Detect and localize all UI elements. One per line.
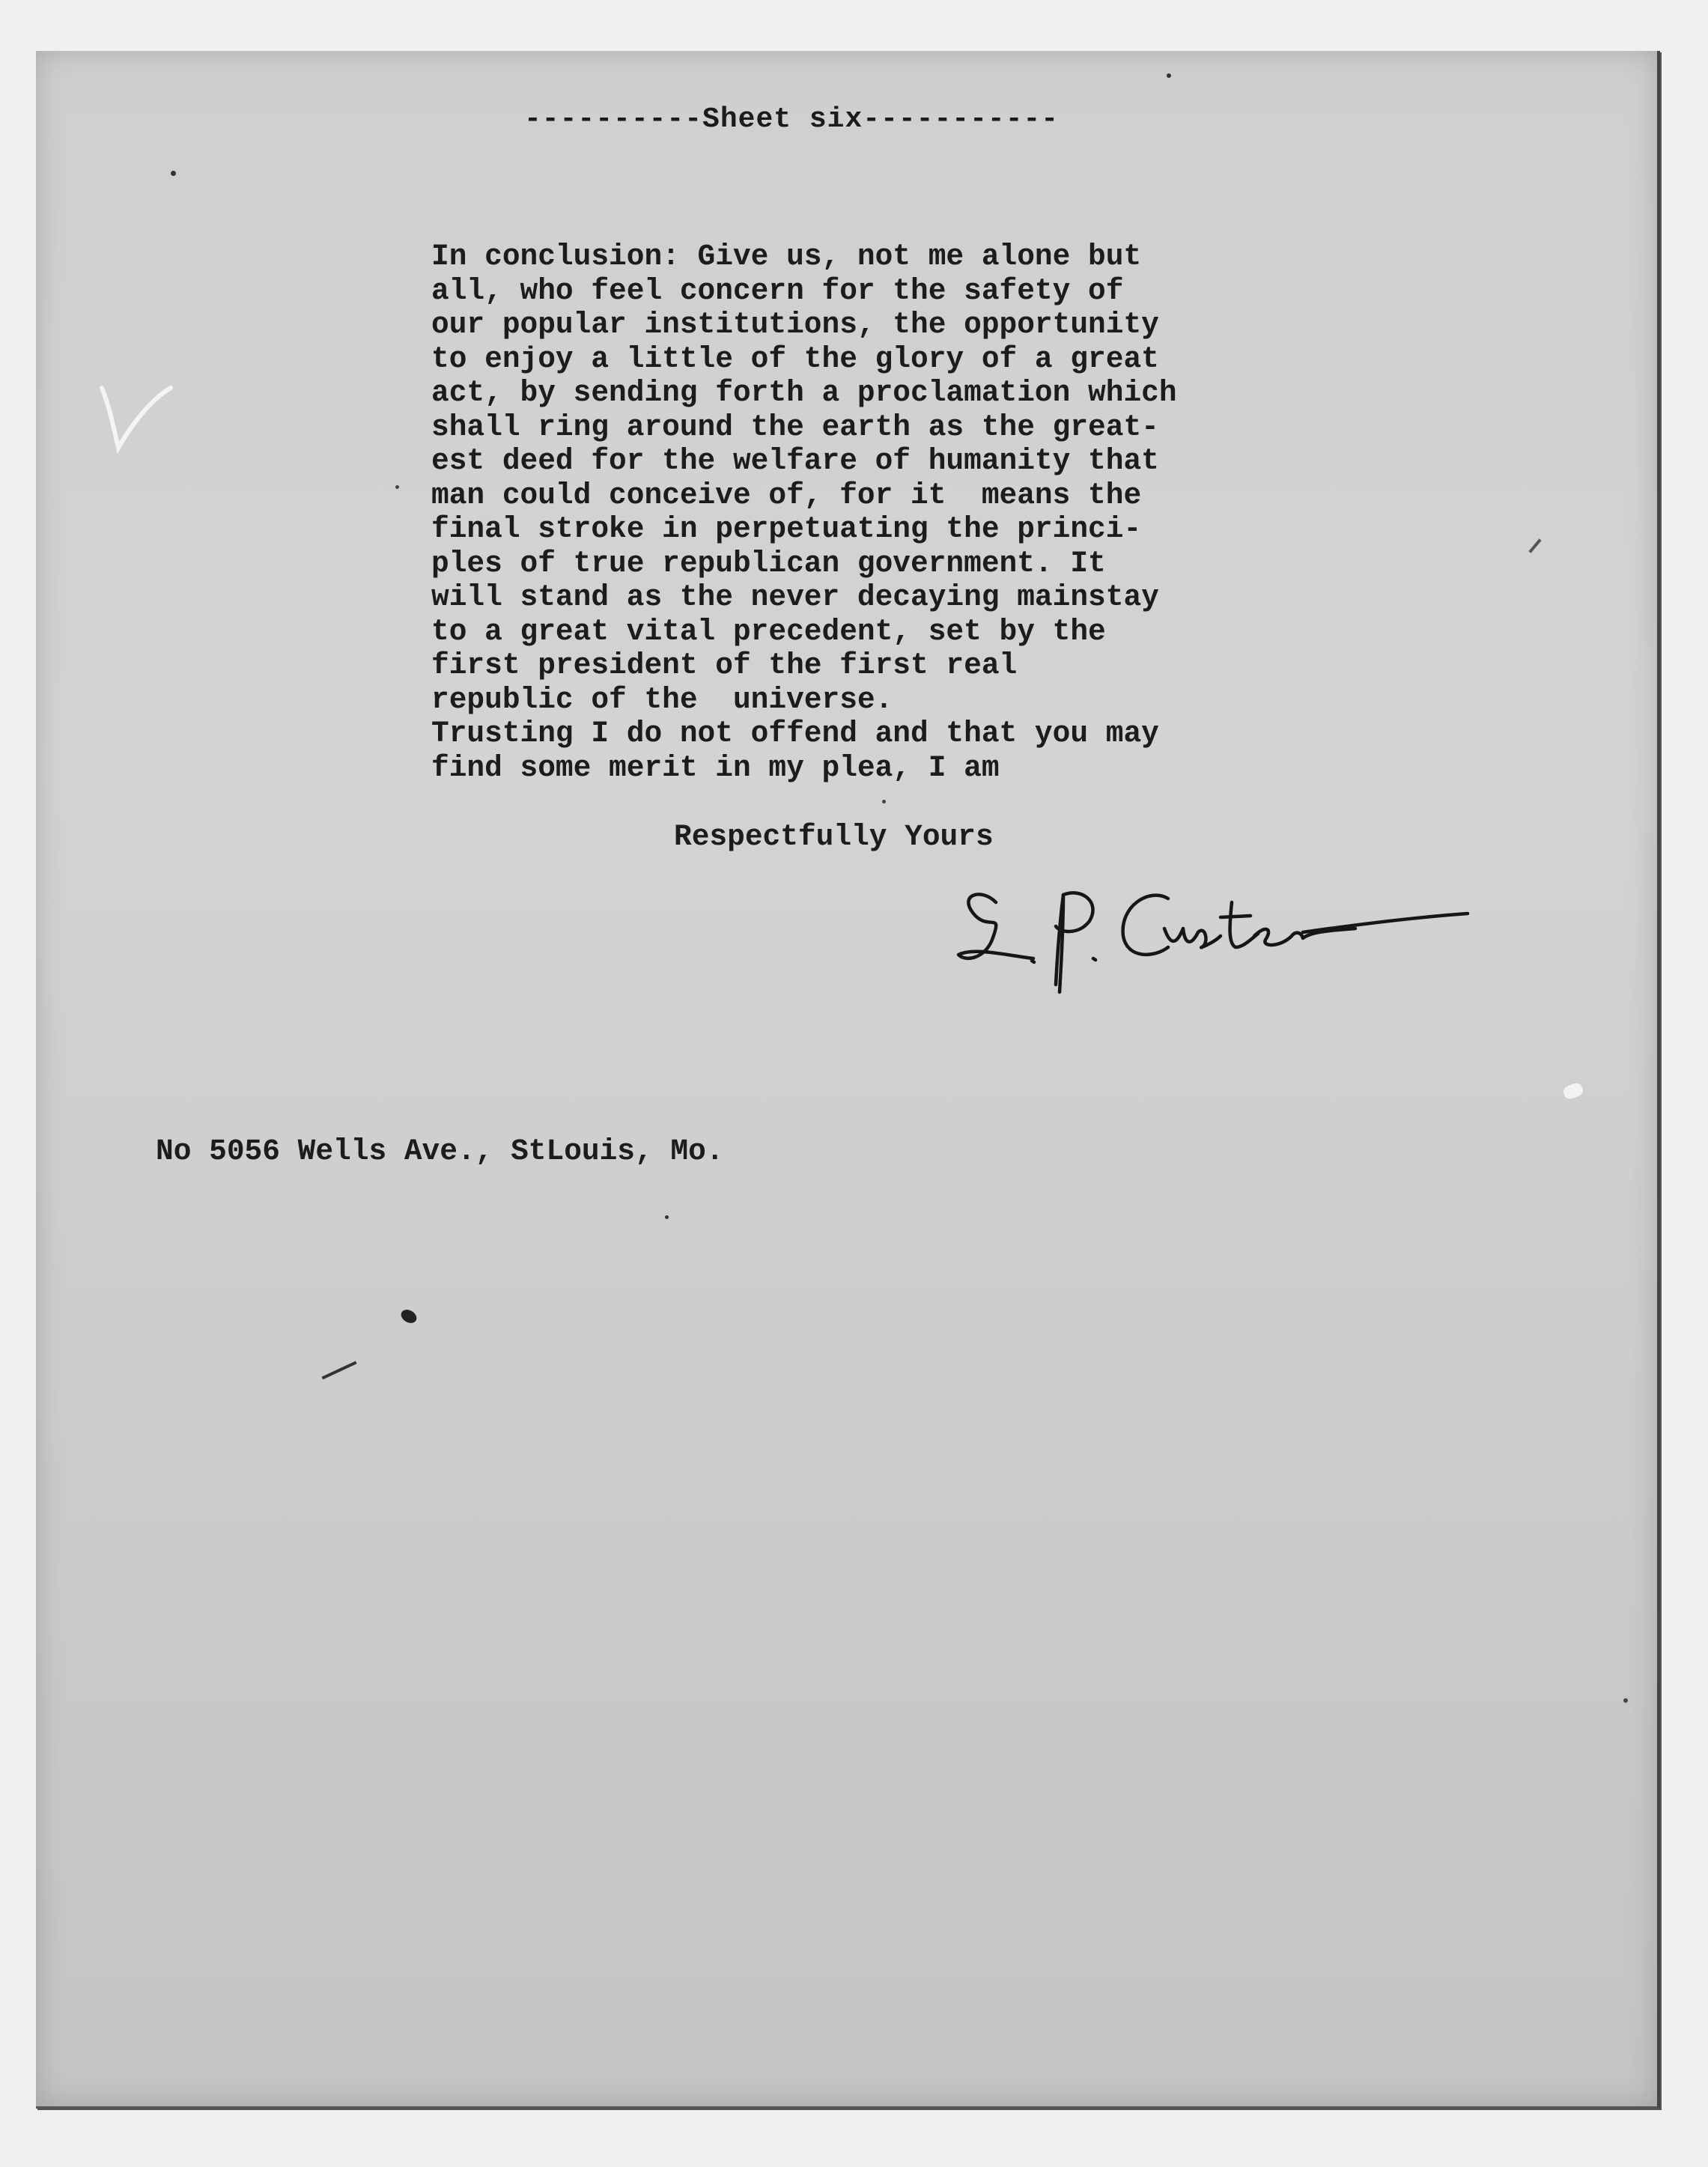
body-line: est deed for the welfare of humanity that — [431, 444, 1159, 478]
closing: Respectfully Yours — [674, 820, 994, 854]
body-line: all, who feel concern for the safety of — [431, 273, 1124, 308]
handwritten-signature — [951, 872, 1475, 1000]
check-mark-icon — [96, 365, 178, 455]
scan-speck — [1623, 1698, 1628, 1703]
scan-speck — [665, 1215, 669, 1219]
body-line: final stroke in perpetuating the princi- — [431, 512, 1142, 546]
body-line: ples of true republican government. It — [431, 546, 1106, 580]
body-line: first president of the first real — [431, 648, 1018, 682]
letter-body — [431, 240, 1330, 785]
scan-speck — [882, 800, 886, 803]
body-line: republic of the universe. — [431, 682, 893, 717]
sender-address: No 5056 Wells Ave., StLouis, Mo. — [156, 1134, 724, 1168]
scan-speck — [1562, 1081, 1585, 1101]
body-line: act, by sending forth a proclamation which — [431, 376, 1177, 410]
body-line: our popular institutions, the opportunity — [431, 308, 1159, 341]
body-line: In conclusion: Give us, not me alone but — [431, 240, 1142, 273]
body-line: find some merit in my plea, I am — [431, 750, 1000, 785]
scan-speck — [398, 1307, 419, 1326]
body-line: to enjoy a little of the glory of a great — [431, 341, 1159, 376]
scan-speck — [171, 171, 176, 176]
scan-speck — [395, 485, 399, 489]
scan-speck — [321, 1361, 356, 1380]
body-line: shall ring around the earth as the great- — [431, 410, 1159, 444]
sheet-header: ----------Sheet six----------- — [524, 103, 1060, 136]
scan-speck — [1528, 538, 1541, 553]
body-line: will stand as the never decaying mainstay — [431, 580, 1159, 614]
body-line: Trusting I do not offend and that you may — [431, 717, 1159, 750]
body-line: man could conceive of, for it means the — [431, 478, 1142, 512]
scan-speck — [1167, 73, 1171, 78]
body-line: to a great vital precedent, set by the — [431, 614, 1106, 648]
